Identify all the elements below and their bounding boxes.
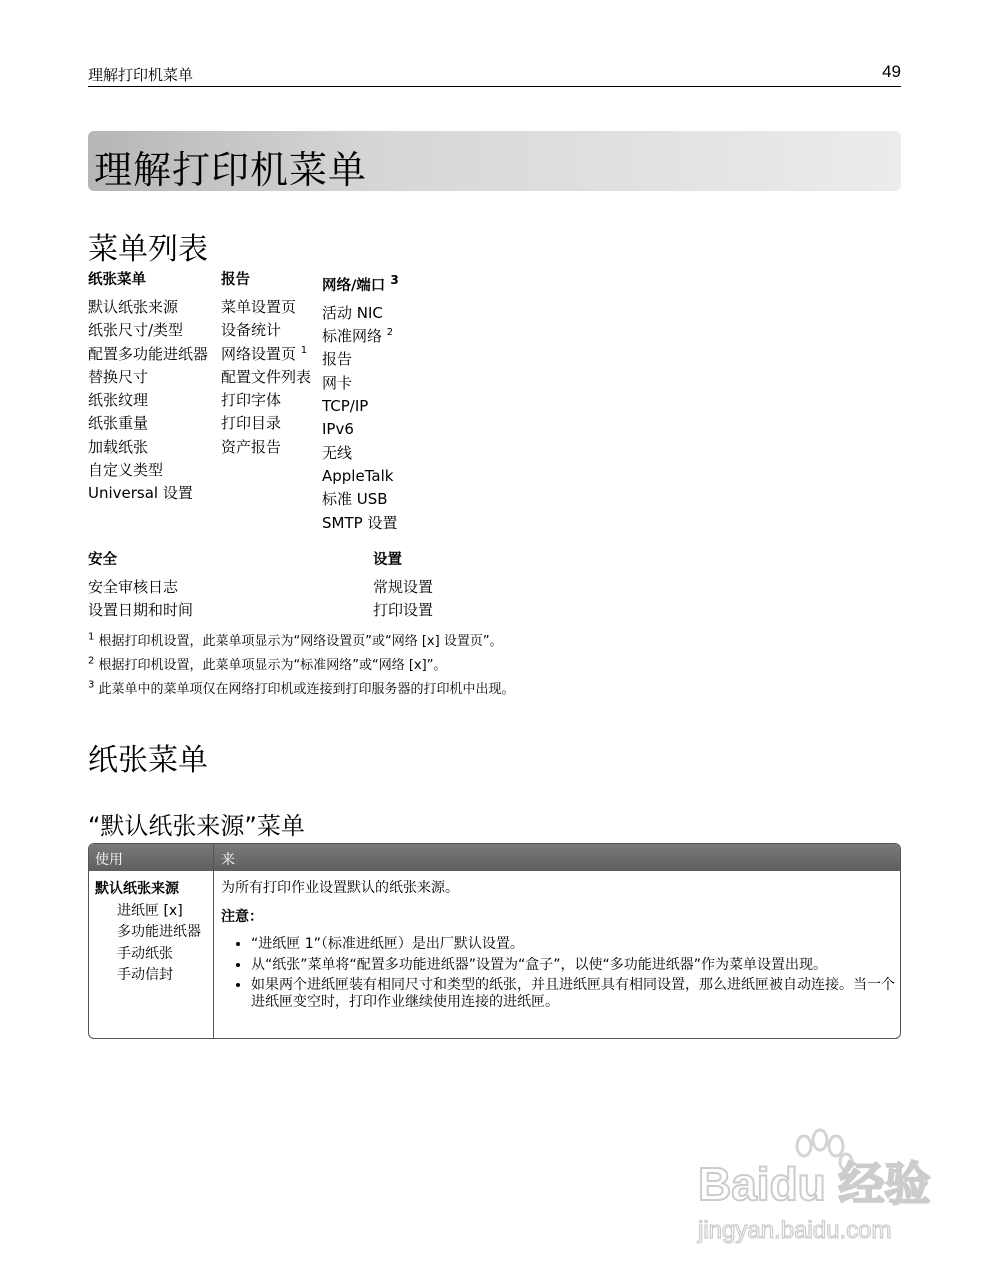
chapter-banner (88, 131, 901, 191)
paper-menu-heading: 纸张菜单 (88, 743, 208, 778)
menu-item[interactable]: 活动 NIC (322, 303, 383, 322)
menu-item[interactable]: 无线 (322, 443, 353, 462)
table-header (89, 844, 900, 871)
menu-item[interactable]: AppleTalk (322, 466, 394, 485)
column-title: 纸张菜单 (88, 272, 146, 288)
menu-item[interactable]: 加载纸张 (88, 437, 149, 456)
menu-item[interactable]: 安全审核日志 (88, 578, 179, 596)
column-divider (213, 844, 214, 1038)
watermark-brand: Baidu 经验 (698, 1158, 931, 1210)
footnote-ref: 2 (386, 327, 394, 339)
table-header-use: 使用 (95, 852, 123, 868)
menu-item[interactable]: 配置多功能进纸器 (88, 344, 209, 363)
footnote-2: $^2$ 根据打印机设置，此菜单项显示为“标准网络”或“网络 [x]”。 (88, 655, 447, 673)
menu-option[interactable]: 手动信封 (117, 967, 173, 983)
menu-item[interactable]: 设备统计 (221, 321, 282, 340)
column-title: 安全 (88, 552, 117, 568)
page-number: 49 (882, 62, 901, 81)
menu-item[interactable]: 打印设置 (373, 601, 434, 620)
running-header-title: 理解打印机菜单 (88, 66, 194, 84)
menu-item[interactable]: 打印目录 (221, 414, 282, 433)
running-header (88, 64, 901, 87)
menu-option[interactable]: 手动纸张 (117, 945, 173, 962)
menu-item[interactable]: Universal 设置 (88, 484, 193, 503)
column-title: 网络/端口 $^3$ (322, 273, 399, 294)
note-list (221, 936, 897, 1010)
note-item: • 如果两个进纸匣装有相同尺寸和类型的纸张，并且进纸匣具有相同设置，那么进纸匣被自动连接。当一个进纸匣变空时，打印作业继续使用连接的进纸匣。 (251, 977, 897, 1010)
note-item: • 从“纸张”菜单将“配置多功能进纸器”设置为“盒子”，以使“多功能进纸器”作为菜单设置出现。 (251, 957, 897, 974)
menu-item[interactable]: 网络设置页 $^1$ (221, 344, 308, 363)
table-header-to: 来 (221, 852, 235, 868)
table-cell-menu-item (95, 879, 201, 987)
menu-item[interactable]: 默认纸张来源 (88, 298, 179, 316)
menu-option[interactable]: 多功能进纸器 (117, 924, 201, 940)
menu-item[interactable]: 设置日期和时间 (88, 601, 194, 620)
menu-item[interactable]: 纸张纹理 (88, 391, 149, 410)
menu-item[interactable]: 资产报告 (221, 437, 282, 456)
watermark-url: jingyan.baidu.com (698, 1217, 892, 1244)
menu-item[interactable]: 自定义类型 (88, 461, 164, 480)
menu-item[interactable]: 替换尺寸 (88, 367, 149, 386)
menu-item[interactable]: 报告 (322, 350, 353, 369)
menu-item[interactable]: 纸张重量 (88, 414, 149, 433)
menu-item[interactable]: 配置文件列表 (221, 367, 312, 386)
menu-item[interactable]: 纸张尺寸/类型 (88, 321, 184, 340)
baidu-watermark (696, 1128, 936, 1248)
paw-logo-icon (696, 1128, 936, 1248)
footnote-ref: 1 (300, 344, 308, 356)
menu-column-network (322, 270, 399, 535)
menu-option[interactable]: 进纸匣 [x] (117, 902, 183, 919)
menu-column-security (88, 550, 193, 623)
default-source-table (88, 843, 901, 1039)
column-title: 报告 (221, 272, 250, 288)
menu-column-settings (373, 550, 433, 623)
menu-column-reports (221, 270, 311, 459)
footnote-ref: 3 (390, 273, 399, 287)
menu-item[interactable]: TCP/IP (322, 397, 369, 416)
menu-item[interactable]: 菜单设置页 (221, 298, 297, 316)
menu-item[interactable]: 标准 USB (322, 490, 388, 509)
menu-item[interactable]: IPv6 (322, 420, 354, 439)
default-source-heading: “默认纸张来源”菜单 (88, 812, 305, 840)
table-cell-description (221, 878, 897, 1014)
note-item: • “进纸匣 1”（标准进纸匣）是出厂默认设置。 (251, 936, 897, 953)
menu-item[interactable]: 常规设置 (373, 578, 434, 596)
chapter-title: 理解打印机菜单 (94, 148, 368, 192)
menu-item-title: 默认纸张来源 (95, 881, 179, 897)
menu-item[interactable]: SMTP 设置 (322, 513, 398, 532)
menu-item[interactable]: 标准网络 $^2$ (322, 327, 394, 346)
menu-list-heading: 菜单列表 (88, 232, 208, 267)
column-title: 设置 (373, 552, 402, 568)
footnote-1: $^1$ 根据打印机设置，此菜单项显示为“网络设置页”或“网络 [x] 设置页”。 (88, 631, 503, 649)
footnote-3: $^3$ 此菜单中的菜单项仅在网络打印机或连接到打印服务器的打印机中出现。 (88, 679, 515, 697)
menu-item[interactable]: 打印字体 (221, 391, 282, 410)
menu-item[interactable]: 网卡 (322, 373, 353, 392)
description-text: 为所有打印作业设置默认的纸张来源。 (221, 880, 459, 896)
menu-column-paper (88, 270, 208, 506)
note-label: 注意： (221, 909, 263, 925)
